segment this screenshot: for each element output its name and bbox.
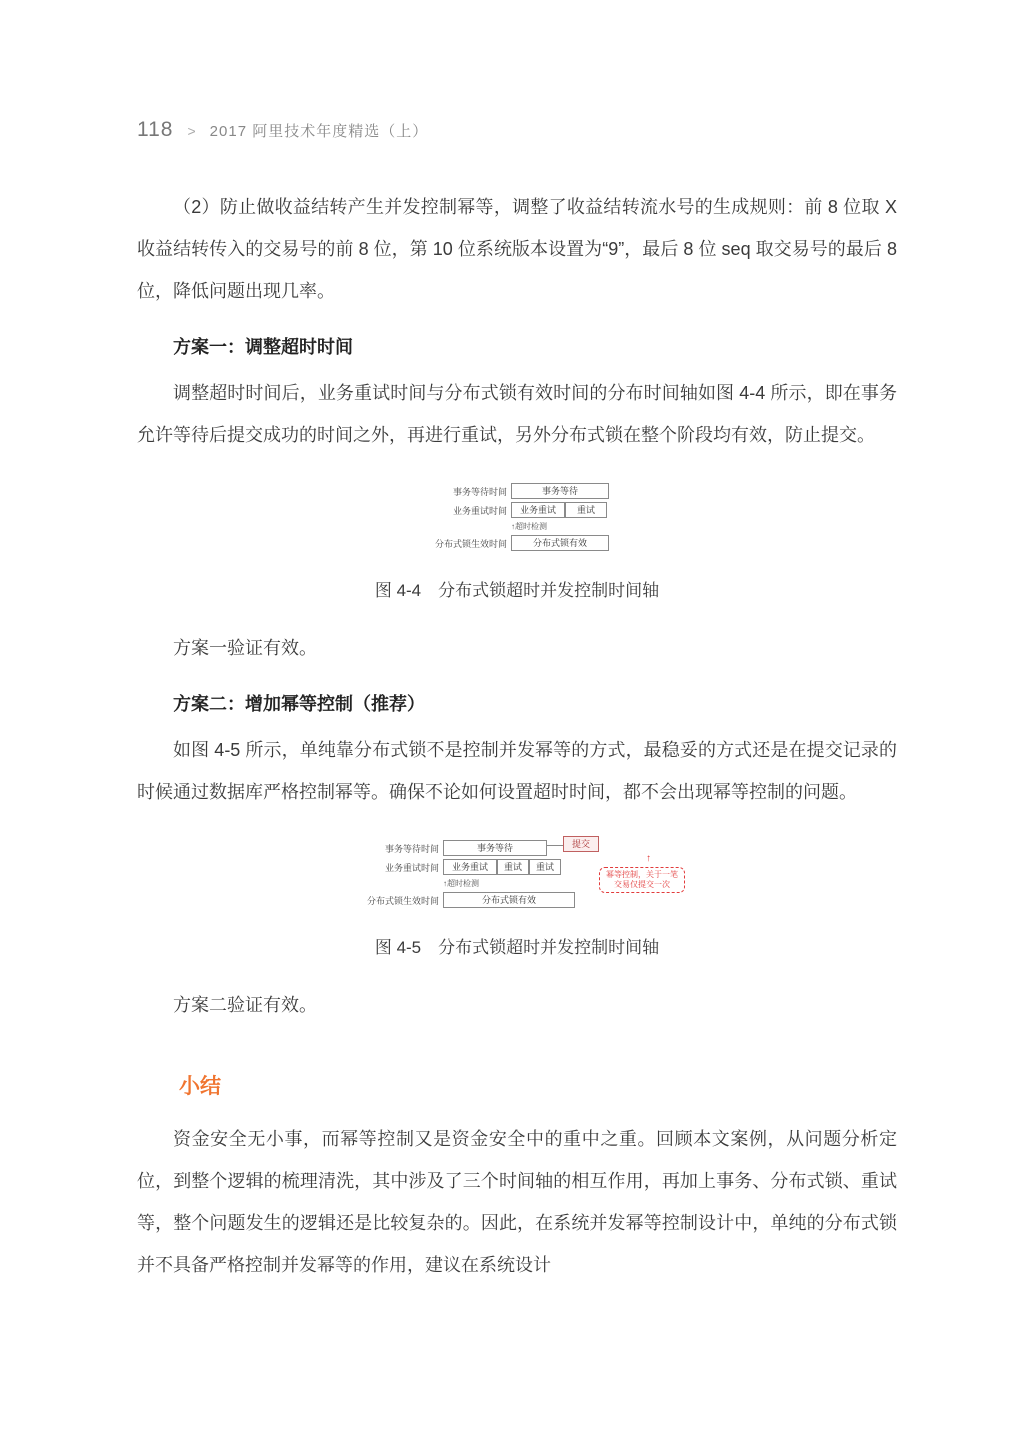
paragraph-plan1-result: 方案一验证有效。 [173,638,317,658]
figure-4-5-diagram [357,837,677,911]
diagram-row-timeout-note [425,521,609,532]
row-label: 业务重试时间 [452,505,507,516]
heading-plan1: 方案一：调整超时时间 [173,337,353,357]
diagram-row-business-retry [425,502,609,518]
header-separator-icon: > [187,123,196,139]
timeline-box: 事务等待 [511,483,609,499]
timeout-note: ↑超时检测 [443,879,479,888]
figure-4-4-diagram [425,480,609,554]
diagram-row-timeout-note [357,878,599,889]
page-number: 118 [137,118,174,141]
figure-4-5-caption: 图 4-5 分布式锁超时并发控制时间轴 [374,938,660,957]
page-content [137,118,897,1286]
timeline-box: 重试 [497,859,529,875]
timeline-box: 重试 [529,859,561,875]
row-label: 分布式锁生效时间 [434,538,507,549]
diagram-row-transaction-wait [357,840,599,856]
paragraph-intro: （2）防止做收益结转产生并发控制幂等，调整了收益结转流水号的生成规则：前 8 位取 X 收益结转传入的交易号的前 8 位，第 10 位系统版本设置为“9”，最后 8 位 seq 取交易号的最后 8 位，降低问题出现几率。 [137,197,897,301]
heading-plan2: 方案二：增加幂等控制（推荐） [173,694,425,714]
timeline-box: 分布式锁有效 [443,892,575,908]
red-up-arrow-icon: ↑ [646,853,651,864]
row-label: 业务重试时间 [384,862,439,873]
diagram-row-lock [425,535,609,551]
diagram-row-lock [357,892,599,908]
timeout-note: ↑超时检测 [511,522,547,531]
timeline-box: 重试 [565,502,607,518]
book-title: 2017 阿里技术年度精选（上） [209,123,429,140]
figure-4-5 [137,837,897,911]
row-label: 分布式锁生效时间 [366,895,439,906]
timeline-box: 业务重试 [443,859,497,875]
figure-4-4-caption: 图 4-4 分布式锁超时并发控制时间轴 [374,581,660,600]
paragraph-plan2-result: 方案二验证有效。 [173,995,317,1015]
summary-heading: 小结 [179,1075,221,1098]
timeline-box: 分布式锁有效 [511,535,609,551]
figure-4-4 [137,480,897,554]
paragraph-plan1: 调整超时时间后，业务重试时间与分布式锁有效时间的分布时间轴如图 4-4 所示，即在事务允许等待后提交成功的时间之外，再进行重试，另外分布式锁在整个阶段均有效，防止提交。 [137,383,897,445]
diagram-row-business-retry [357,859,599,875]
timeline-box: 业务重试 [511,502,565,518]
diagram-row-transaction-wait [425,483,609,499]
row-label: 事务等待时间 [384,843,439,854]
paragraph-summary: 资金安全无小事，而幂等控制又是资金安全中的重中之重。回顾本文案例，从问题分析定位，到整个逻辑的梳理清洗，其中涉及了三个时间轴的相互作用，再加上事务、分布式锁、重试等，整个问题发生的逻辑还是比较复杂的。因此，在系统并发幂等控制设计中，单纯的分布式锁并不具备严格控制并发幂等的作用，建议在系统设计 [137,1129,897,1275]
page-header [137,118,897,142]
idempotency-note: 幂等控制，关于一笔交易仅提交一次 [599,867,685,893]
timeline-box: 事务等待 [443,840,547,856]
submit-box: 提交 [563,836,599,852]
connector-line [547,845,563,846]
row-label: 事务等待时间 [452,486,507,497]
paragraph-plan2: 如图 4-5 所示，单纯靠分布式锁不是控制并发幂等的方式，最稳妥的方式还是在提交记录的时候通过数据库严格控制幂等。确保不论如何设置超时时间，都不会出现幂等控制的问题。 [137,740,897,802]
